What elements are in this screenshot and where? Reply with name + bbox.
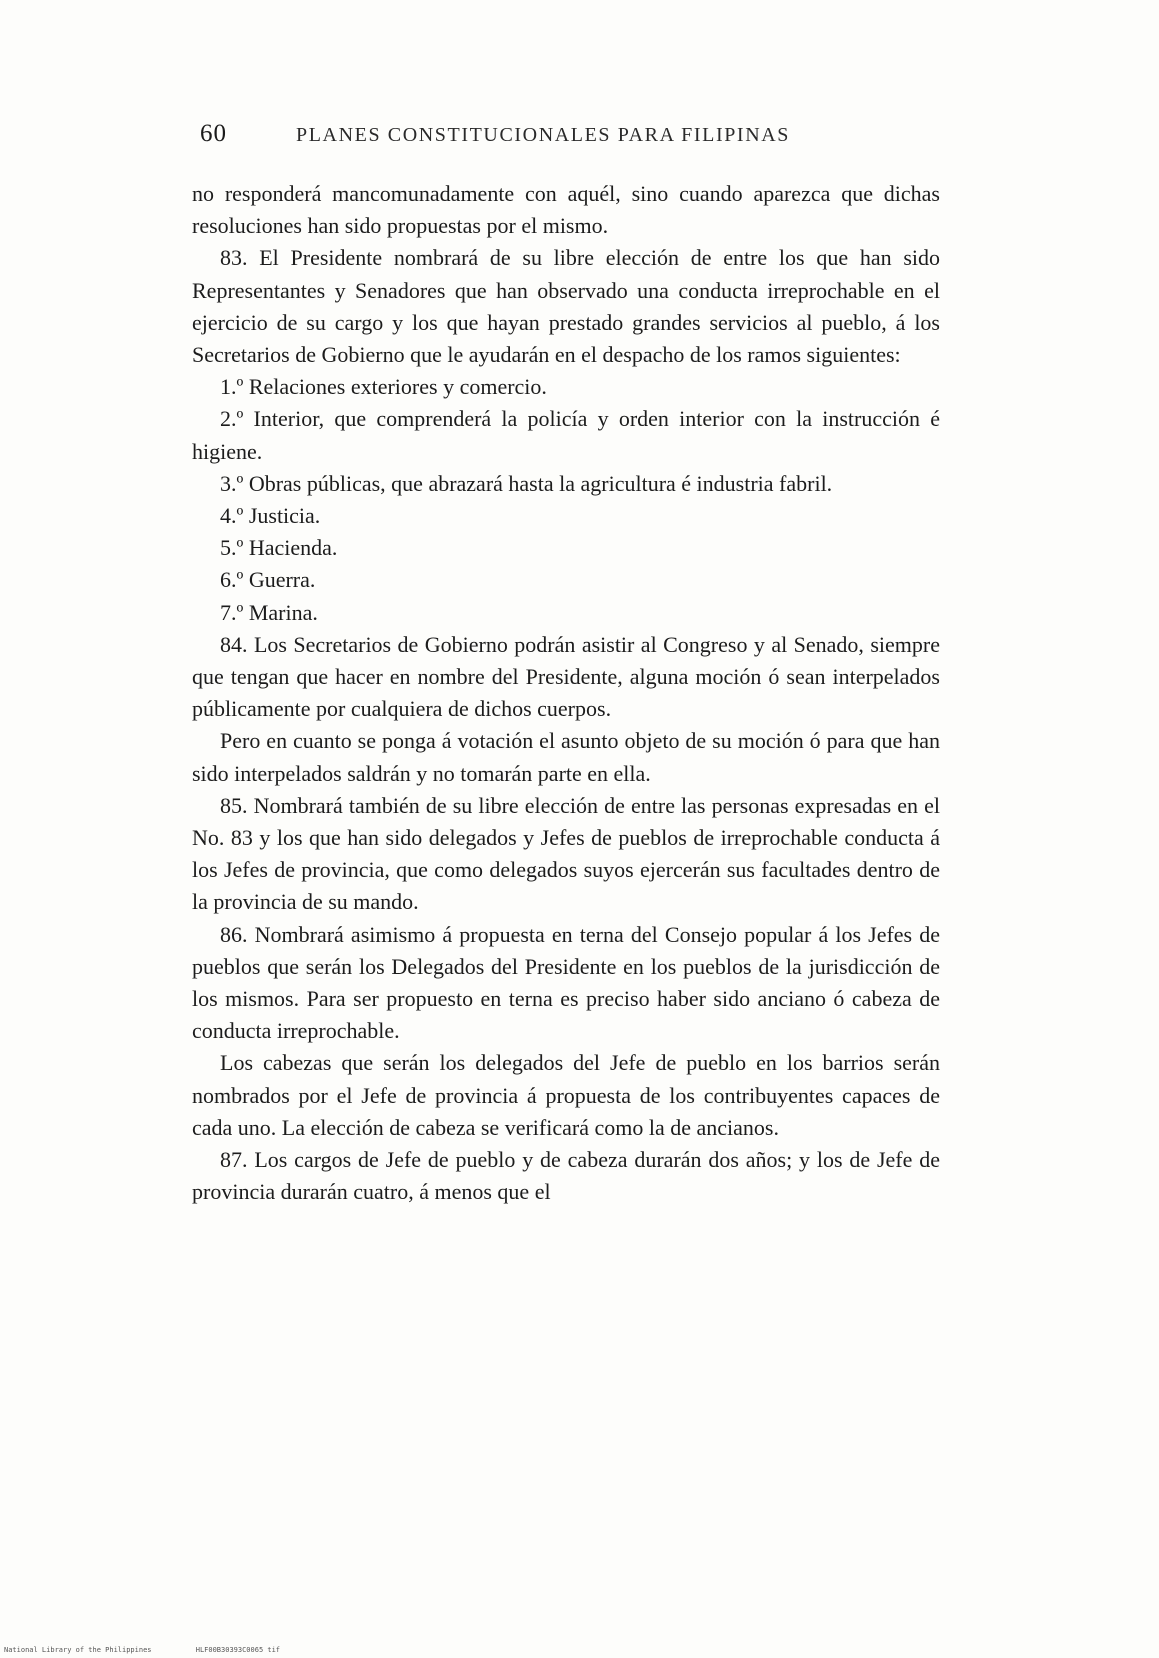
paragraph: 83. El Presidente nombrará de su libre elección de entre los que han sido Representantes y Senadores que han observado una conducta irreprochable en el ejercicio de su cargo y los que hayan prestado grandes servicios al pueblo, á los Secretarios de Gobierno que le ayudarán en el despacho de los ramos siguientes: [192, 245, 940, 368]
paragraph: 84. Los Secretarios de Gobierno podrán asistir al Congreso y al Senado, siempre que tengan que hacer en nombre del Presidente, alguna moción ó sean interpelados públicamente por cualquiera de dichos cuerpos. [192, 631, 940, 722]
paragraph: 86. Nombrará asimismo á propuesta en terna del Consejo popular á los Jefes de pueblos que serán los Delegados del Presidente en los pueblos de la jurisdicción de los mismos. Para ser propuesto en terna es preciso haber sido anciano ó cabeza de conducta irreprochable. [192, 921, 940, 1044]
paragraph: 4.º Justicia. [220, 503, 321, 529]
body-text [192, 178, 940, 1209]
scan-footer [4, 1646, 320, 1654]
page-number: 60 [200, 120, 227, 147]
paragraph: 1.º Relaciones exteriores y comercio. [220, 374, 547, 400]
paragraph: 5.º Hacienda. [220, 535, 338, 561]
running-title: PLANES CONSTITUCIONALES PARA FILIPINAS [296, 124, 791, 146]
paragraph: no responderá mancomunadamente con aquél, sino cuando aparezca que dichas resoluciones han sido propuestas por el mismo. [192, 181, 940, 239]
paragraph: 2.º Interior, que comprenderá la policía y orden interior con la instrucción é higiene. [192, 406, 940, 464]
paragraph: 3.º Obras públicas, que abrazará hasta la agricultura é industria fabril. [220, 470, 833, 496]
paragraph: Pero en cuanto se ponga á votación el asunto objeto de su moción ó para que han sido interpelados saldrán y no tomarán parte en ella. [192, 728, 940, 786]
footer-code: HLF00B30393C0065 tif [195, 1646, 281, 1654]
paragraph: Los cabezas que serán los delegados del Jefe de pueblo en los barrios serán nombrados por el Jefe de provincia á propuesta de los contribuyentes capaces de cada uno. La elección de cabeza se verificará como la de ancianos. [192, 1050, 940, 1140]
paragraph: 6.º Guerra. [220, 567, 316, 593]
paragraph: 7.º Marina. [220, 599, 318, 625]
paragraph: 85. Nombrará también de su libre elección de entre las personas expresadas en el No. 83 y los que han sido delegados y Jefes de pueblos de irreprochable conducta á los Jefes de provincia, que como delegados suyos ejercerán sus facultades dentro de la provincia de su mando. [192, 792, 940, 915]
paragraph: 87. Los cargos de Jefe de pueblo y de cabeza durarán dos años; y los de Jefe de provincia durarán cuatro, á menos que el [192, 1147, 940, 1205]
page-header [200, 120, 930, 156]
footer-library: National Library of the Philippines [4, 1646, 152, 1654]
